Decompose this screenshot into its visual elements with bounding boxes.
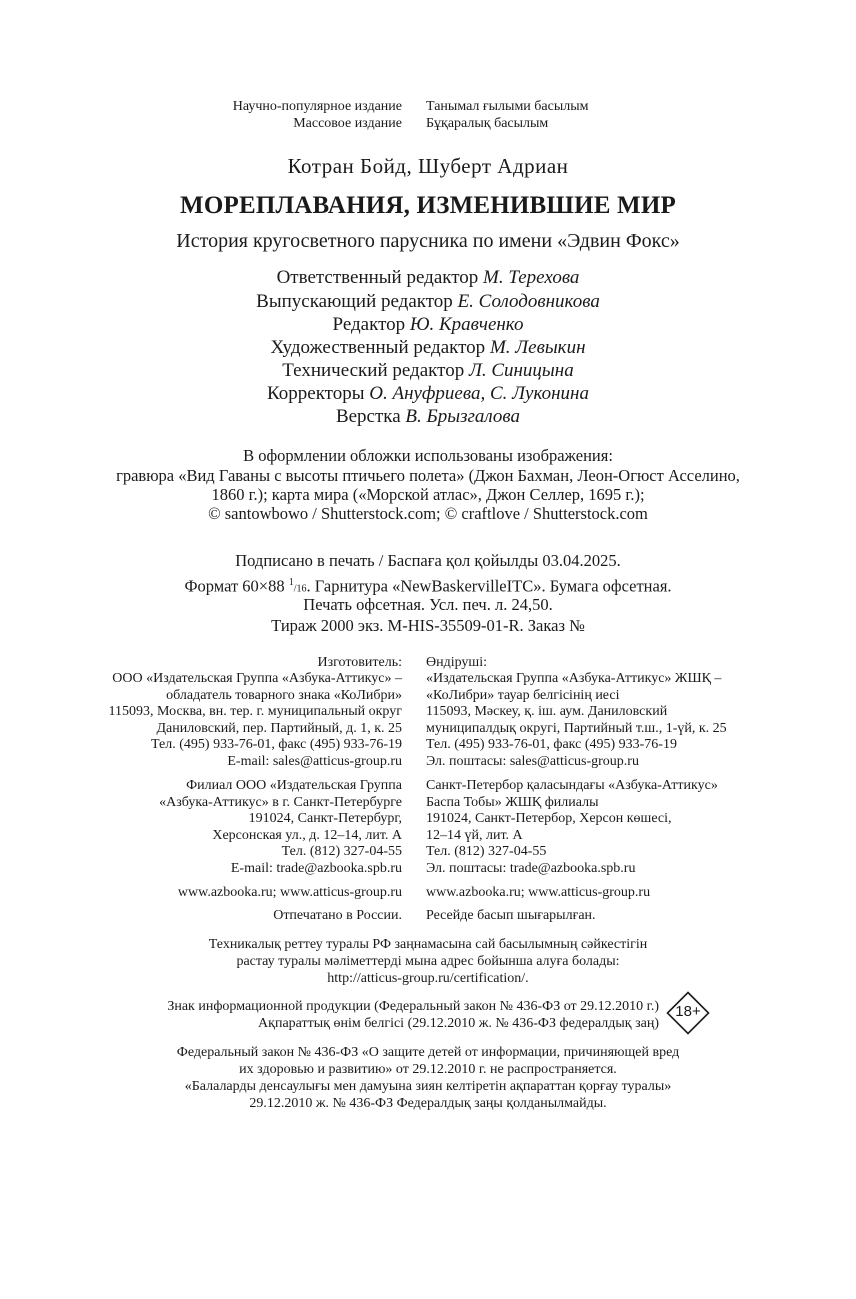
format-suffix: . Гарнитура «NewBaskervilleITC». Бумага офсетная. xyxy=(306,576,672,596)
maker-email-ru: E-mail: sales@atticus-group.ru xyxy=(227,754,402,769)
maker-email-kz: Эл. поштасы: sales@atticus-group.ru xyxy=(426,754,639,769)
credit-line xyxy=(0,382,856,405)
law-notice-line: «Балаларды денсаулығы мен дамуына зиян келтіретін ақпараттан қорғау туралы» xyxy=(184,1079,672,1094)
maker-line-ru: обладатель товарного знака «КоЛибри» xyxy=(166,688,402,703)
credit-role: Технический редактор xyxy=(282,360,465,381)
maker-line-ru: Тел. (495) 933-76-01, факс (495) 933-76-19 xyxy=(151,737,402,752)
branch-line-kz: Санкт-Петербор қаласындағы «Азбука-Аттикус» xyxy=(426,778,718,793)
credit-line xyxy=(0,290,856,313)
law-notice-line: 29.12.2010 ж. № 436-ФЗ Федералдық заңы қолданылмайды. xyxy=(249,1096,607,1111)
branch-line-ru: Филиал ООО «Издательская Группа xyxy=(186,778,402,793)
maker-line-kz: «КоЛибри» тауар белгісінің иесі xyxy=(426,688,620,703)
book-title: МОРЕПЛАВАНИЯ, ИЗМЕНИВШИЕ МИР xyxy=(180,192,676,219)
websites-kz: www.azbooka.ru; www.atticus-group.ru xyxy=(426,885,651,900)
branch-email-ru: E-mail: trade@azbooka.spb.ru xyxy=(230,861,402,876)
credit-role: Художественный редактор xyxy=(270,337,486,358)
credit-line xyxy=(0,336,856,359)
info-sign-kz: Ақпараттық өнім белгісі (29.12.2010 ж. № 436-ФЗ федералдық заң) xyxy=(258,1016,659,1031)
maker-label-kz: Өндіруші: xyxy=(426,655,487,670)
edition-type-ru-1: Научно-популярное издание xyxy=(232,99,402,114)
branch-line-kz: Тел. (812) 327-04-55 xyxy=(426,844,547,859)
print-signed: Подписано в печать / Баспаға қол қойылды 03.04.2025. xyxy=(235,551,621,570)
credit-name: Е. Солодовникова xyxy=(457,291,600,312)
credit-role: Редактор xyxy=(332,314,406,335)
maker-line-kz: 115093, Мәскеу, қ. іш. аум. Даниловский xyxy=(426,704,668,719)
maker-label-ru: Изготовитель: xyxy=(317,655,402,670)
certification-url: http://atticus-group.ru/certification/. xyxy=(327,971,529,986)
credit-line xyxy=(0,266,856,289)
branch-line-ru: 191024, Санкт-Петербург, xyxy=(248,811,402,826)
branch-line-kz: 12–14 үй, лит. А xyxy=(426,828,523,843)
maker-line-kz: Тел. (495) 933-76-01, факс (495) 933-76-19 xyxy=(426,737,677,752)
credit-line xyxy=(0,359,856,382)
maker-line-ru: ООО «Издательская Группа «Азбука-Аттикус» – xyxy=(112,671,402,686)
websites-ru: www.azbooka.ru; www.atticus-group.ru xyxy=(177,885,402,900)
book-subtitle: История кругосветного парусника по имени «Эдвин Фокс» xyxy=(176,230,680,252)
branch-line-ru: Тел. (812) 327-04-55 xyxy=(281,844,402,859)
edition-type-ru-2: Массовое издание xyxy=(293,116,402,131)
print-run: Тираж 2000 экз. M-HIS-35509-01-R. Заказ № xyxy=(271,616,585,635)
printed-in-ru: Отпечатано в России. xyxy=(273,908,402,923)
tech-reg-line: Техникалық реттеу туралы РФ заңнамасына сай басылымның сәйкестігін xyxy=(208,937,648,952)
branch-line-ru: «Азбука-Аттикус» в г. Санкт-Петербурге xyxy=(159,795,402,810)
format-denominator: /16 xyxy=(293,583,307,595)
law-notice-line: их здоровью и развитию» от 29.12.2010 г. не распространяется. xyxy=(239,1062,617,1077)
credit-role: Ответственный редактор xyxy=(276,267,479,288)
maker-line-ru: 115093, Москва, вн. тер. г. муниципальный округ xyxy=(108,704,402,719)
age-rating-label: 18+ xyxy=(675,1003,701,1020)
branch-line-ru: Херсонская ул., д. 12–14, лит. А xyxy=(212,828,402,843)
cover-note-line: 1860 г.); карта мира («Морской атлас», Джон Селлер, 1695 г.); xyxy=(211,485,645,504)
credit-name: М. Терехова xyxy=(483,267,580,288)
credit-role: Выпускающий редактор xyxy=(256,291,453,312)
print-sheets: Печать офсетная. Усл. печ. л. 24,50. xyxy=(303,595,553,614)
format-numerator: 1 xyxy=(288,577,294,588)
printed-in-kz: Ресейде басып шығарылған. xyxy=(426,908,596,923)
credit-name: В. Брызгалова xyxy=(405,406,521,427)
cover-note-heading: В оформлении обложки использованы изображения: xyxy=(243,446,613,465)
branch-line-kz: 191024, Санкт-Петербор, Херсон көшесі, xyxy=(426,811,672,826)
credit-name: О. Ануфриева, С. Луконина xyxy=(369,383,589,404)
edition-type-kz-2: Бұқаралық басылым xyxy=(426,116,549,131)
maker-line-kz: муниципалдық округі, Партийный т.ш., 1-үй, к. 25 xyxy=(426,721,727,736)
credit-line xyxy=(0,405,856,428)
book-author: Котран Бойд, Шуберт Адриан xyxy=(287,154,569,178)
maker-line-ru: Даниловский, пер. Партийный, д. 1, к. 25 xyxy=(156,721,402,736)
cover-note-line: гравюра «Вид Гаваны с высоты птичьего полета» (Джон Бахман, Леон-Огюст Асселино, xyxy=(116,466,740,485)
credit-name: Ю. Кравченко xyxy=(409,314,524,335)
branch-email-kz: Эл. поштасы: trade@azbooka.spb.ru xyxy=(426,861,636,876)
branch-line-kz: Баспа Тобы» ЖШҚ филиалы xyxy=(426,795,599,810)
credit-role: Корректоры xyxy=(267,383,365,404)
tech-reg-line: растау туралы мәліметтерді мына адрес бойынша алуға болады: xyxy=(236,954,620,969)
edition-type-kz-1: Танымал ғылыми басылым xyxy=(426,99,589,114)
credit-line xyxy=(0,313,856,336)
age-rating-badge xyxy=(666,991,710,1035)
maker-line-kz: «Издательская Группа «Азбука-Аттикус» ЖШҚ – xyxy=(426,671,722,686)
law-notice-line: Федеральный закон № 436-ФЗ «О защите детей от информации, причиняющей вред xyxy=(176,1045,680,1060)
credit-role: Верстка xyxy=(335,406,401,427)
credit-name: М. Левыкин xyxy=(489,337,586,358)
info-sign-ru: Знак информационной продукции (Федеральный закон № 436-ФЗ от 29.12.2010 г.) xyxy=(167,999,659,1014)
cover-note-line: © santowbowo / Shutterstock.com; © craftlove / Shutterstock.com xyxy=(208,504,648,523)
format-prefix: Формат 60×88 xyxy=(184,576,289,596)
credit-name: Л. Синицына xyxy=(468,360,574,381)
